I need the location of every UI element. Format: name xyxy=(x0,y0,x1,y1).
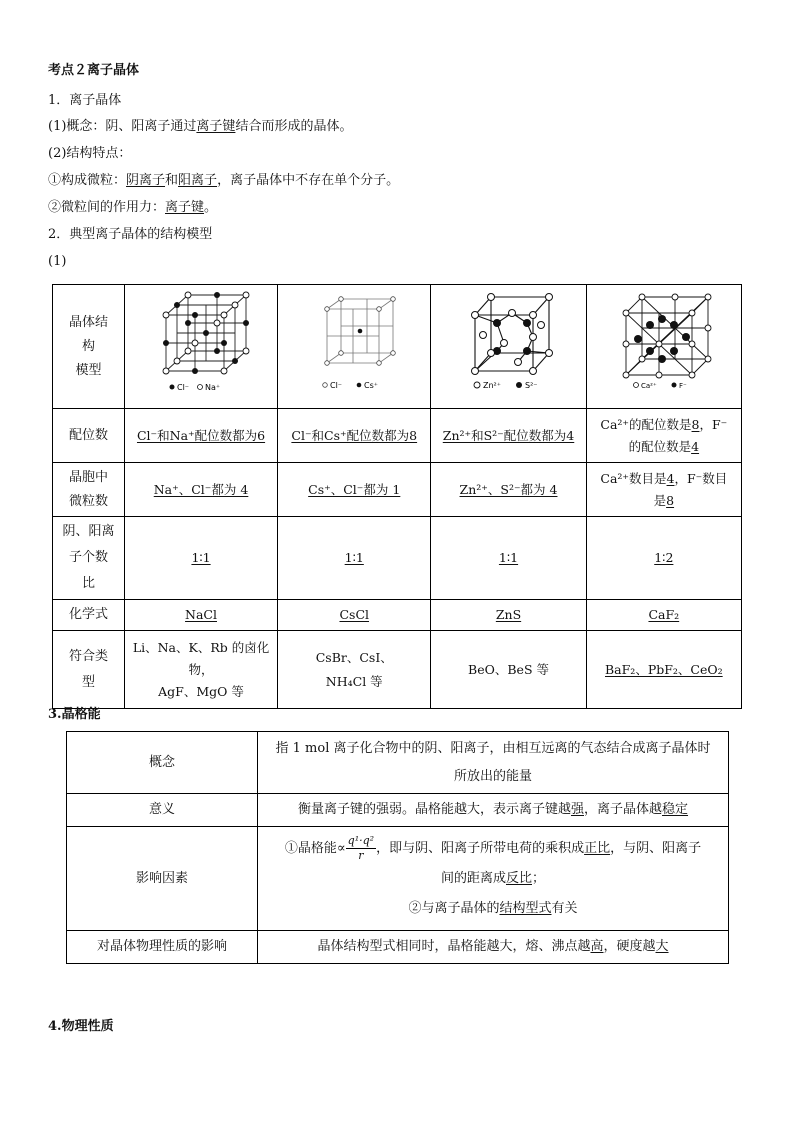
caf2-type: BaF₂、PbF₂、CeO₂ xyxy=(586,631,741,709)
caf2-model xyxy=(586,285,741,409)
heading-lattice-energy: 3.晶格能 xyxy=(48,707,101,722)
nacl-type: Li、Na、K、Rb 的卤化 物， AgF、MgO 等 xyxy=(124,631,277,709)
svg-text:Cl⁻: Cl⁻ xyxy=(330,381,343,390)
row-label-type: 符合类 型 xyxy=(53,631,125,709)
section-title: 考点２离子晶体 xyxy=(48,63,140,78)
cscl-type: CsBr、CsI、 NH₄Cl 等 xyxy=(278,631,431,709)
caf2-formula: CaF₂ xyxy=(586,600,741,631)
lattice-energy-table xyxy=(66,731,729,964)
cscl-coordination: Cl⁻和Cs⁺配位数都为8 xyxy=(278,409,431,463)
label-effect: 对晶体物理性质的影响 xyxy=(67,931,258,964)
concept-line: (1)概念：阴、阳离子通过离子键结合而形成的晶体。 xyxy=(48,119,353,134)
particles-line: ①构成微粒：阴离子和阳离子，离子晶体中不存在单个分子。 xyxy=(48,173,400,188)
zns-ratio: 1∶1 xyxy=(431,517,586,600)
heading-models: 2．典型离子晶体的结构模型 xyxy=(48,227,213,242)
caf2-coordination: Ca²⁺的配位数是8，F⁻ 的配位数是4 xyxy=(586,409,741,463)
svg-text:Ca²⁺: Ca²⁺ xyxy=(640,382,657,390)
label-factors: 影响因素 xyxy=(67,827,258,931)
heading-physical-properties: 4.物理性质 xyxy=(48,1019,114,1034)
nacl-cell-count: Na⁺、Cl⁻都为 4 xyxy=(124,463,277,517)
cscl-cell-count: Cs⁺、Cl⁻都为 1 xyxy=(278,463,431,517)
row-label-formula: 化学式 xyxy=(53,600,125,631)
row-label-ratio: 阴、阳离 子个数 比 xyxy=(53,517,125,600)
structure-title: (2)结构特点： xyxy=(48,146,132,161)
force-line: ②微粒间的作用力：离子键。 xyxy=(48,200,218,215)
lattice-energy-fraction: $\frac{\text{q¹·q²}}{r}$ xyxy=(347,833,375,862)
zns-cell-count: Zn²⁺、S²⁻都为 4 xyxy=(431,463,586,517)
svg-text:Cs⁺: Cs⁺ xyxy=(364,381,379,390)
label-concept: 概念 xyxy=(67,732,258,794)
row-label-model: 晶体结 构 模型 xyxy=(53,285,125,409)
row-label-cell-count: 晶胞中 微粒数 xyxy=(53,463,125,517)
svg-text:Zn²⁺: Zn²⁺ xyxy=(482,381,501,390)
cscl-formula: CsCl xyxy=(278,600,431,631)
svg-text:Cl⁻: Cl⁻ xyxy=(177,383,190,392)
caf2-ratio: 1∶2 xyxy=(586,517,741,600)
nacl-model xyxy=(124,285,277,409)
zns-formula: ZnS xyxy=(431,600,586,631)
svg-text:F⁻: F⁻ xyxy=(678,382,687,390)
factors-text: ①晶格能∝ $\frac{\text{q¹·q²}}{r}$ ，即与阴、阳离子所带电荷的乘积成正比，与阴、阳离子 间的距离成反比； ②与离子晶体的结构型式有关 xyxy=(258,827,729,931)
heading-ionic-crystal: 1．离子晶体 xyxy=(48,93,122,108)
nacl-coordination: Cl⁻和Na⁺配位数都为6 xyxy=(124,409,277,463)
nacl-ratio: 1∶1 xyxy=(124,517,277,600)
nacl-formula: NaCl xyxy=(124,600,277,631)
crystal-model-table xyxy=(52,284,742,709)
caf2-structure-diagram xyxy=(590,285,738,399)
cscl-structure-diagram xyxy=(281,285,427,399)
caf2-cell-count: Ca²⁺数目是4，F⁻数目 是8 xyxy=(586,463,741,517)
cscl-model xyxy=(278,285,431,409)
label-meaning: 意义 xyxy=(67,794,258,827)
nacl-structure-diagram xyxy=(128,285,274,399)
zns-structure-diagram xyxy=(435,285,583,399)
row-label-coordination: 配位数 xyxy=(53,409,125,463)
effect-text: 晶体结构型式相同时，晶格能越大，熔、沸点越高，硬度越大 xyxy=(258,931,729,964)
meaning-text: 衡量离子键的强弱。晶格能越大，表示离子键越强，离子晶体越稳定 xyxy=(258,794,729,827)
zns-model xyxy=(431,285,586,409)
sub-1: (1) xyxy=(48,254,67,269)
concept-text: 指 1 mol 离子化合物中的阴、阳离子，由相互远离的气态结合成离子晶体时 所放出的能量 xyxy=(258,732,729,794)
zns-type: BeO、BeS 等 xyxy=(431,631,586,709)
cscl-ratio: 1∶1 xyxy=(278,517,431,600)
svg-text:S²⁻: S²⁻ xyxy=(524,381,538,390)
svg-text:Na⁺: Na⁺ xyxy=(205,383,221,392)
zns-coordination: Zn²⁺和S²⁻配位数都为4 xyxy=(431,409,586,463)
